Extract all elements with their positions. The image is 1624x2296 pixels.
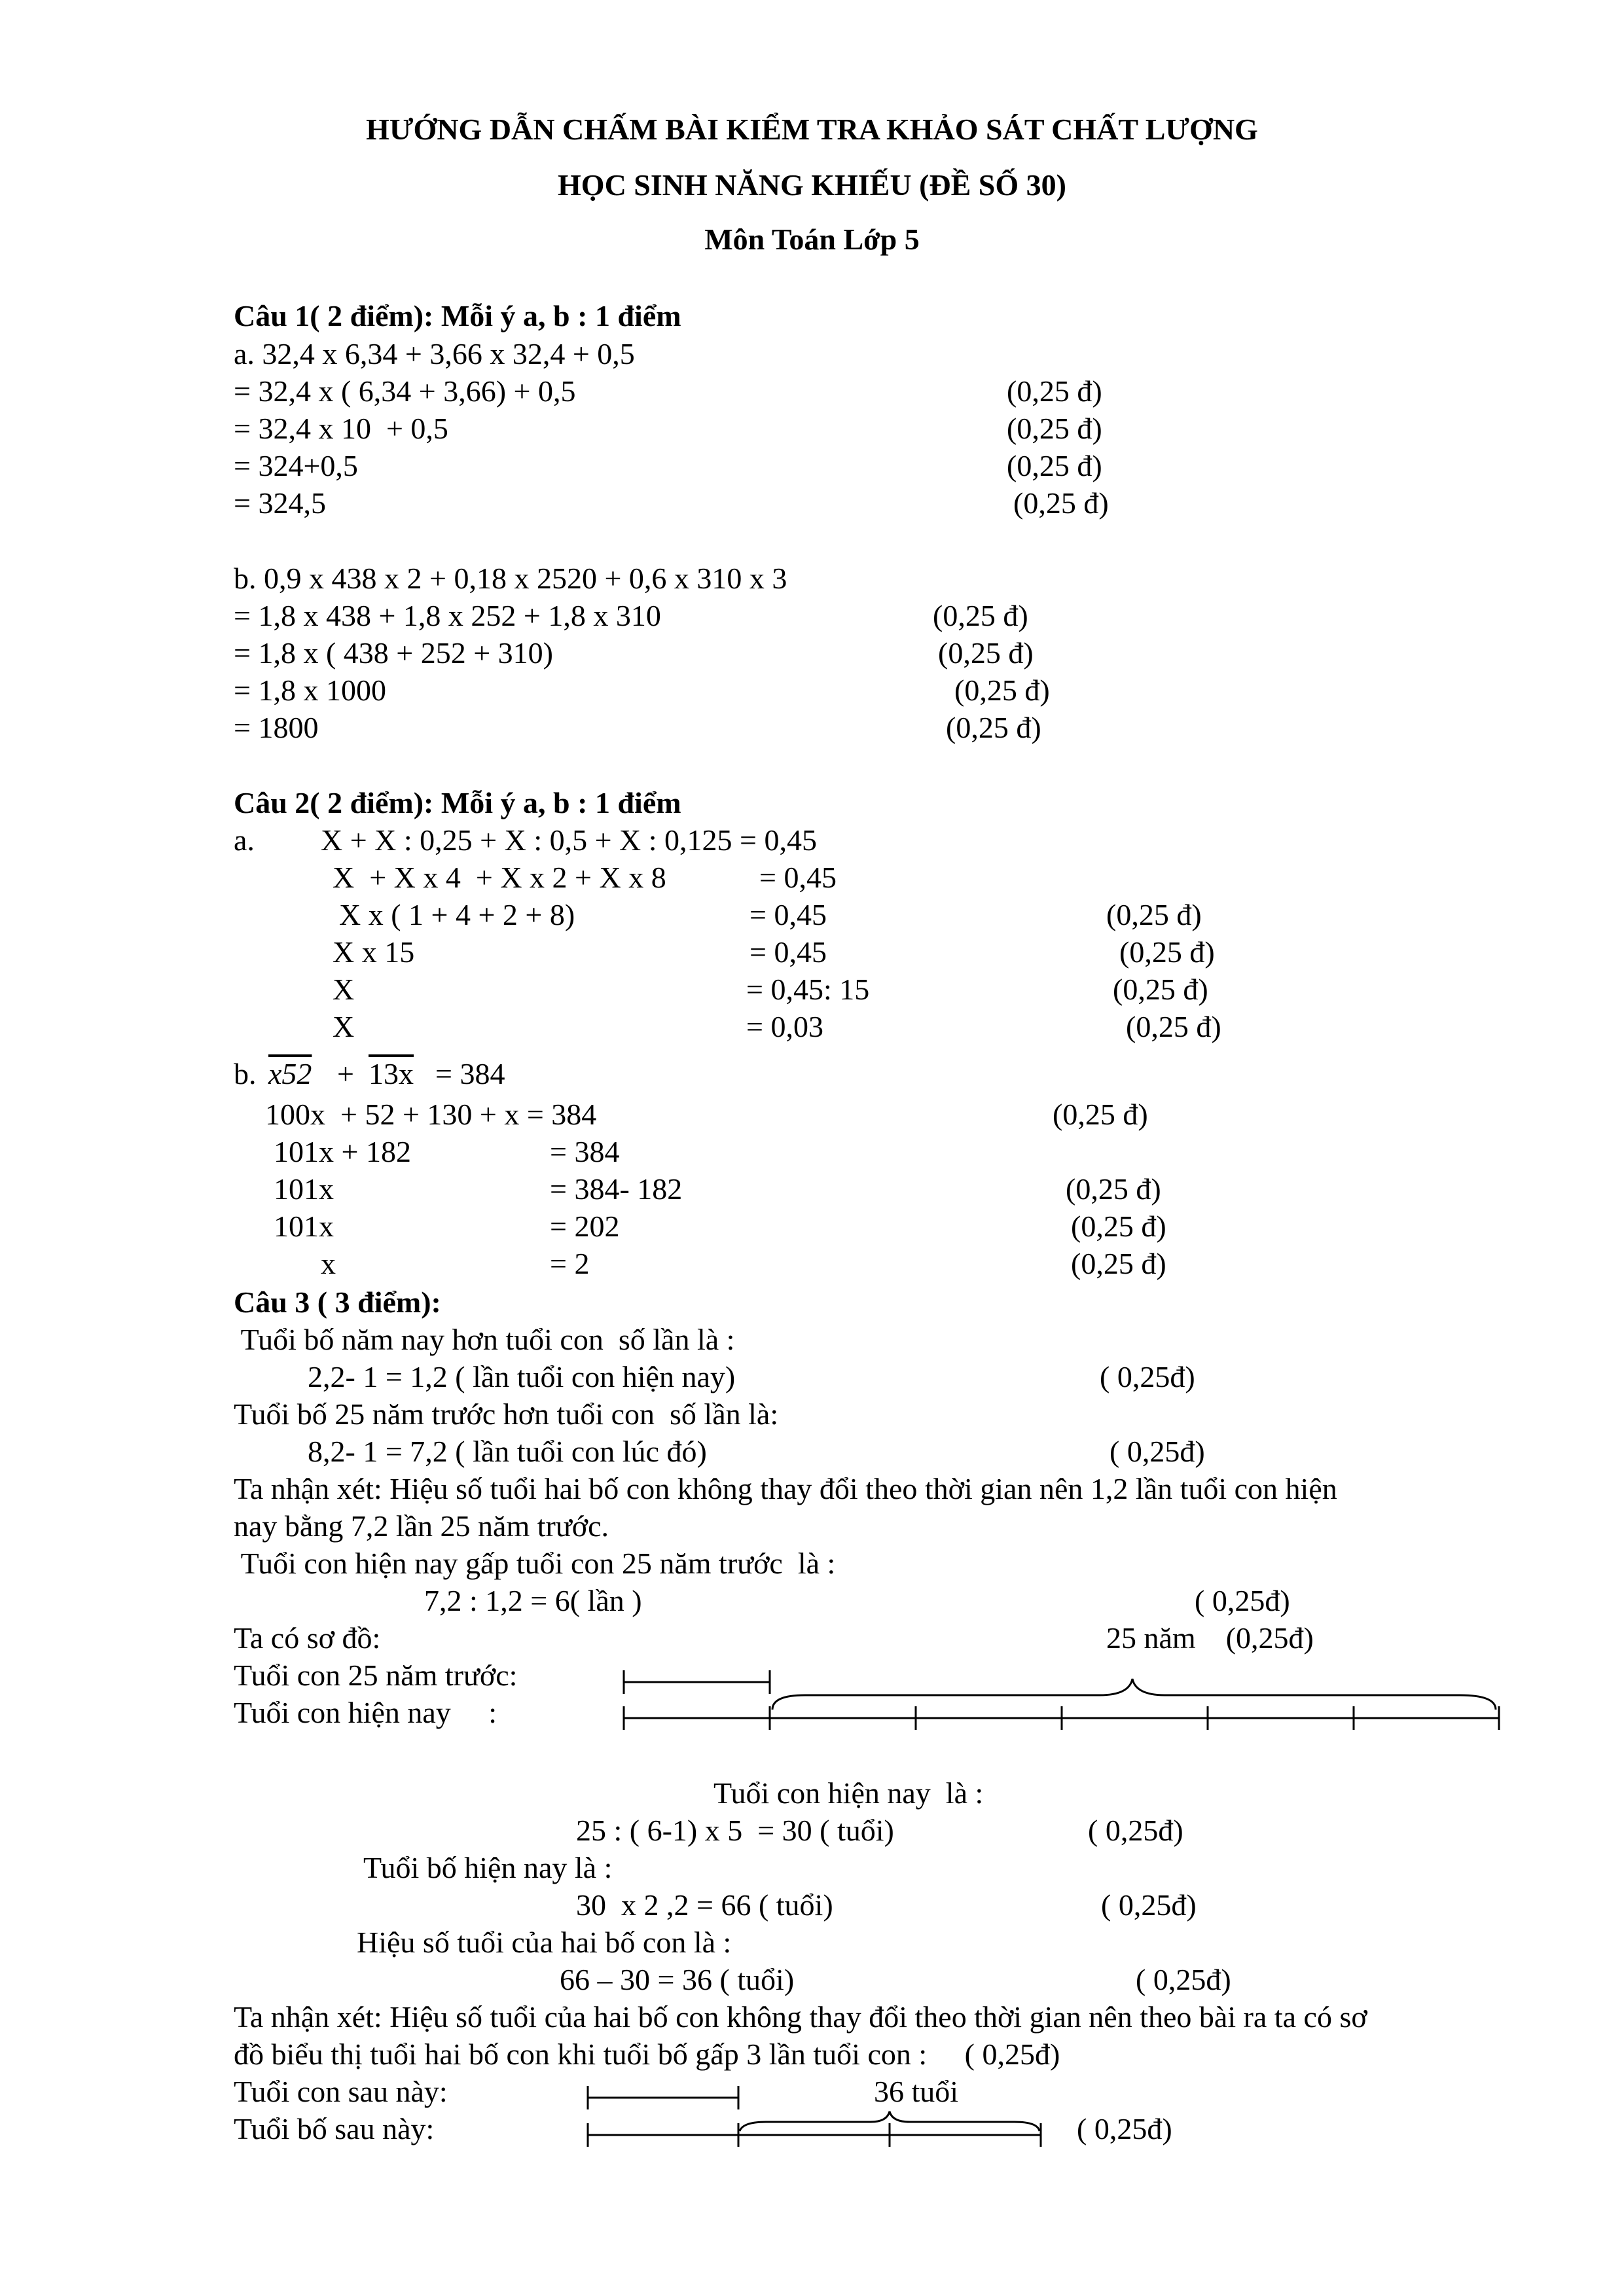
q3-line: Hiệu số tuổi của hai bố con là : — [357, 1926, 732, 1959]
score-label: (0,25 đ) — [946, 711, 1041, 744]
brace-25-years — [772, 1679, 1496, 1710]
q1-b-line: = 1,8 x 1000 — [234, 673, 386, 707]
segment-son-past — [624, 1670, 770, 1694]
q2-b-rhs: = 202 — [550, 1210, 620, 1243]
q3-line: 30 x 2 ,2 = 66 ( tuổi) — [576, 1888, 833, 1922]
segment-father-later — [588, 2123, 1041, 2147]
q2-b-line: 101x — [274, 1210, 334, 1243]
q3-line: Ta nhận xét: Hiệu số tuổi của hai bố con không thay đổi theo thời gian nên theo bài ra ta có sơ — [234, 2000, 1367, 2034]
q2-b-line: 101x + 182 — [274, 1135, 411, 1168]
diagram-label: Tuổi con 25 năm trước: — [234, 1659, 518, 1692]
q3-line: đồ biểu thị tuổi hai bố con khi tuổi bố gấp 3 lần tuổi con : ( 0,25đ) — [234, 2037, 1060, 2071]
q3-line: Tuổi con hiện nay là : — [713, 1776, 984, 1810]
q2-a-rhs: = 0,45 — [749, 935, 827, 969]
score-label: ( 0,25đ) — [1136, 1963, 1231, 1996]
q2-a-rhs: = 0,45 — [749, 898, 827, 931]
q1-b-line: = 1800 — [234, 711, 319, 744]
q3-line: 25 : ( 6-1) x 5 = 30 ( tuổi) — [576, 1814, 894, 1847]
q3-line: Tuổi bố năm nay hơn tuổi con số lần là : — [234, 1323, 735, 1356]
q2-heading: Câu 2( 2 điểm): Mỗi ý a, b : 1 điểm — [234, 786, 681, 819]
q3-line: Tuổi bố 25 năm trước hơn tuổi con số lần là: — [234, 1397, 779, 1431]
q3-line: Tuổi con hiện nay gấp tuổi con 25 năm trước là : — [234, 1547, 836, 1580]
score-label: (0,25 đ) — [1066, 1172, 1161, 1206]
q2-b-line: 100x + 52 + 130 + x = 384 — [265, 1098, 597, 1131]
q2-a-rhs: = 0,45: 15 — [746, 973, 870, 1006]
q1-b-line: = 1,8 x 438 + 1,8 x 252 + 1,8 x 310 — [234, 599, 661, 632]
q1-a-line: = 32,4 x ( 6,34 + 3,66) + 0,5 — [234, 374, 576, 408]
q1-a-line: = 32,4 x 10 + 0,5 — [234, 412, 448, 445]
score-label: (0,25 đ) — [1119, 935, 1215, 969]
q2-a-line: X + X : 0,25 + X : 0,5 + X : 0,125 = 0,45 — [321, 823, 817, 857]
q3-line: Ta có sơ đồ: — [234, 1621, 381, 1655]
score-label: ( 0,25đ) — [1100, 1360, 1195, 1393]
q3-line: Tuổi bố hiện nay là : — [363, 1851, 613, 1884]
q2-a-line: X x 15 — [333, 935, 415, 969]
diagram-brace-label: 25 năm (0,25đ) — [1106, 1621, 1314, 1655]
q2-b-rhs: = 384 — [550, 1135, 620, 1168]
page-subtitle: HỌC SINH NĂNG KHIẾU (ĐỀ SỐ 30) — [558, 168, 1066, 202]
score-label: (0,25 đ) — [1113, 973, 1208, 1006]
q1-a-line: = 324,5 — [234, 486, 326, 520]
diagram-label: Tuổi con sau này: — [234, 2075, 448, 2108]
q2-b-number2: 13x — [369, 1057, 414, 1090]
q2-a-line: X + X x 4 + X x 2 + X x 8 — [333, 861, 666, 894]
score-label: (0,25 đ) — [1053, 1098, 1148, 1131]
q2-b-rhs: = 384- 182 — [550, 1172, 683, 1206]
q2-b-equals: = 384 — [435, 1057, 505, 1090]
q3-line: 7,2 : 1,2 = 6( lần ) — [424, 1584, 642, 1617]
diagram-label: Tuổi con hiện nay : — [234, 1696, 497, 1729]
q2-b-label: b. — [234, 1057, 257, 1090]
q2-a-line: X — [333, 1010, 355, 1043]
q1-a-line: a. 32,4 x 6,34 + 3,66 x 32,4 + 0,5 — [234, 337, 635, 370]
score-label: (0,25 đ) — [954, 673, 1050, 707]
score-label: (0,25 đ) — [1071, 1210, 1166, 1243]
q3-line: Ta nhận xét: Hiệu số tuổi hai bố con không thay đổi theo thời gian nên 1,2 lần tuổi con hiện — [234, 1472, 1337, 1505]
score-label: (0,25 đ) — [1007, 449, 1102, 482]
score-label: (0,25 đ) — [1013, 486, 1109, 520]
q1-b-line: = 1,8 x ( 438 + 252 + 310) — [234, 636, 553, 670]
q2-b-plus: + — [337, 1057, 354, 1090]
subject-line: Môn Toán Lớp 5 — [704, 223, 920, 256]
q3-line: 2,2- 1 = 1,2 ( lần tuổi con hiện nay) — [308, 1360, 736, 1393]
q3-line: 8,2- 1 = 7,2 ( lần tuổi con lúc đó) — [308, 1435, 707, 1468]
q2-b-line: 101x — [274, 1172, 334, 1206]
score-label: ( 0,25đ) — [1077, 2112, 1172, 2145]
score-label: ( 0,25đ) — [1110, 1435, 1205, 1468]
q1-heading: Câu 1( 2 điểm): Mỗi ý a, b : 1 điểm — [234, 299, 681, 332]
q2-a-line: X x ( 1 + 4 + 2 + 8) — [339, 898, 575, 931]
diagram-label: Tuổi bố sau này: — [234, 2112, 435, 2145]
q2-b-line: x — [321, 1247, 336, 1280]
q3-line: 66 – 30 = 36 ( tuổi) — [560, 1963, 795, 1996]
score-label: (0,25 đ) — [1007, 412, 1102, 445]
score-label: (0,25 đ) — [938, 636, 1034, 670]
q1-b-line: b. 0,9 x 438 x 2 + 0,18 x 2520 + 0,6 x 310 x 3 — [234, 562, 787, 595]
q2-a-rhs: = 0,45 — [759, 861, 837, 894]
segment-son-later — [588, 2086, 738, 2109]
page-title: HƯỚNG DẪN CHẤM BÀI KIỂM TRA KHẢO SÁT CHẤT LƯỢNG — [366, 113, 1258, 146]
score-label: ( 0,25đ) — [1101, 1888, 1197, 1922]
q2-a-label: a. — [234, 823, 255, 857]
q2-b-number1: x52 — [268, 1057, 312, 1090]
score-label: ( 0,25đ) — [1195, 1584, 1290, 1617]
q2-a-rhs: = 0,03 — [746, 1010, 823, 1043]
score-label: (0,25 đ) — [933, 599, 1028, 632]
score-label: (0,25 đ) — [1007, 374, 1102, 408]
q3-line: nay bằng 7,2 lần 25 năm trước. — [234, 1509, 609, 1543]
q2-a-line: X — [333, 973, 355, 1006]
diagram-brace-label: 36 tuổi — [874, 2075, 959, 2108]
q2-b-rhs: = 2 — [550, 1247, 590, 1280]
score-label: (0,25 đ) — [1126, 1010, 1221, 1043]
q1-a-line: = 324+0,5 — [234, 449, 358, 482]
score-label: ( 0,25đ) — [1088, 1814, 1183, 1847]
score-label: (0,25 đ) — [1106, 898, 1202, 931]
segment-son-now — [624, 1706, 1499, 1730]
score-label: (0,25 đ) — [1071, 1247, 1166, 1280]
q3-heading: Câu 3 ( 3 điểm): — [234, 1285, 441, 1319]
